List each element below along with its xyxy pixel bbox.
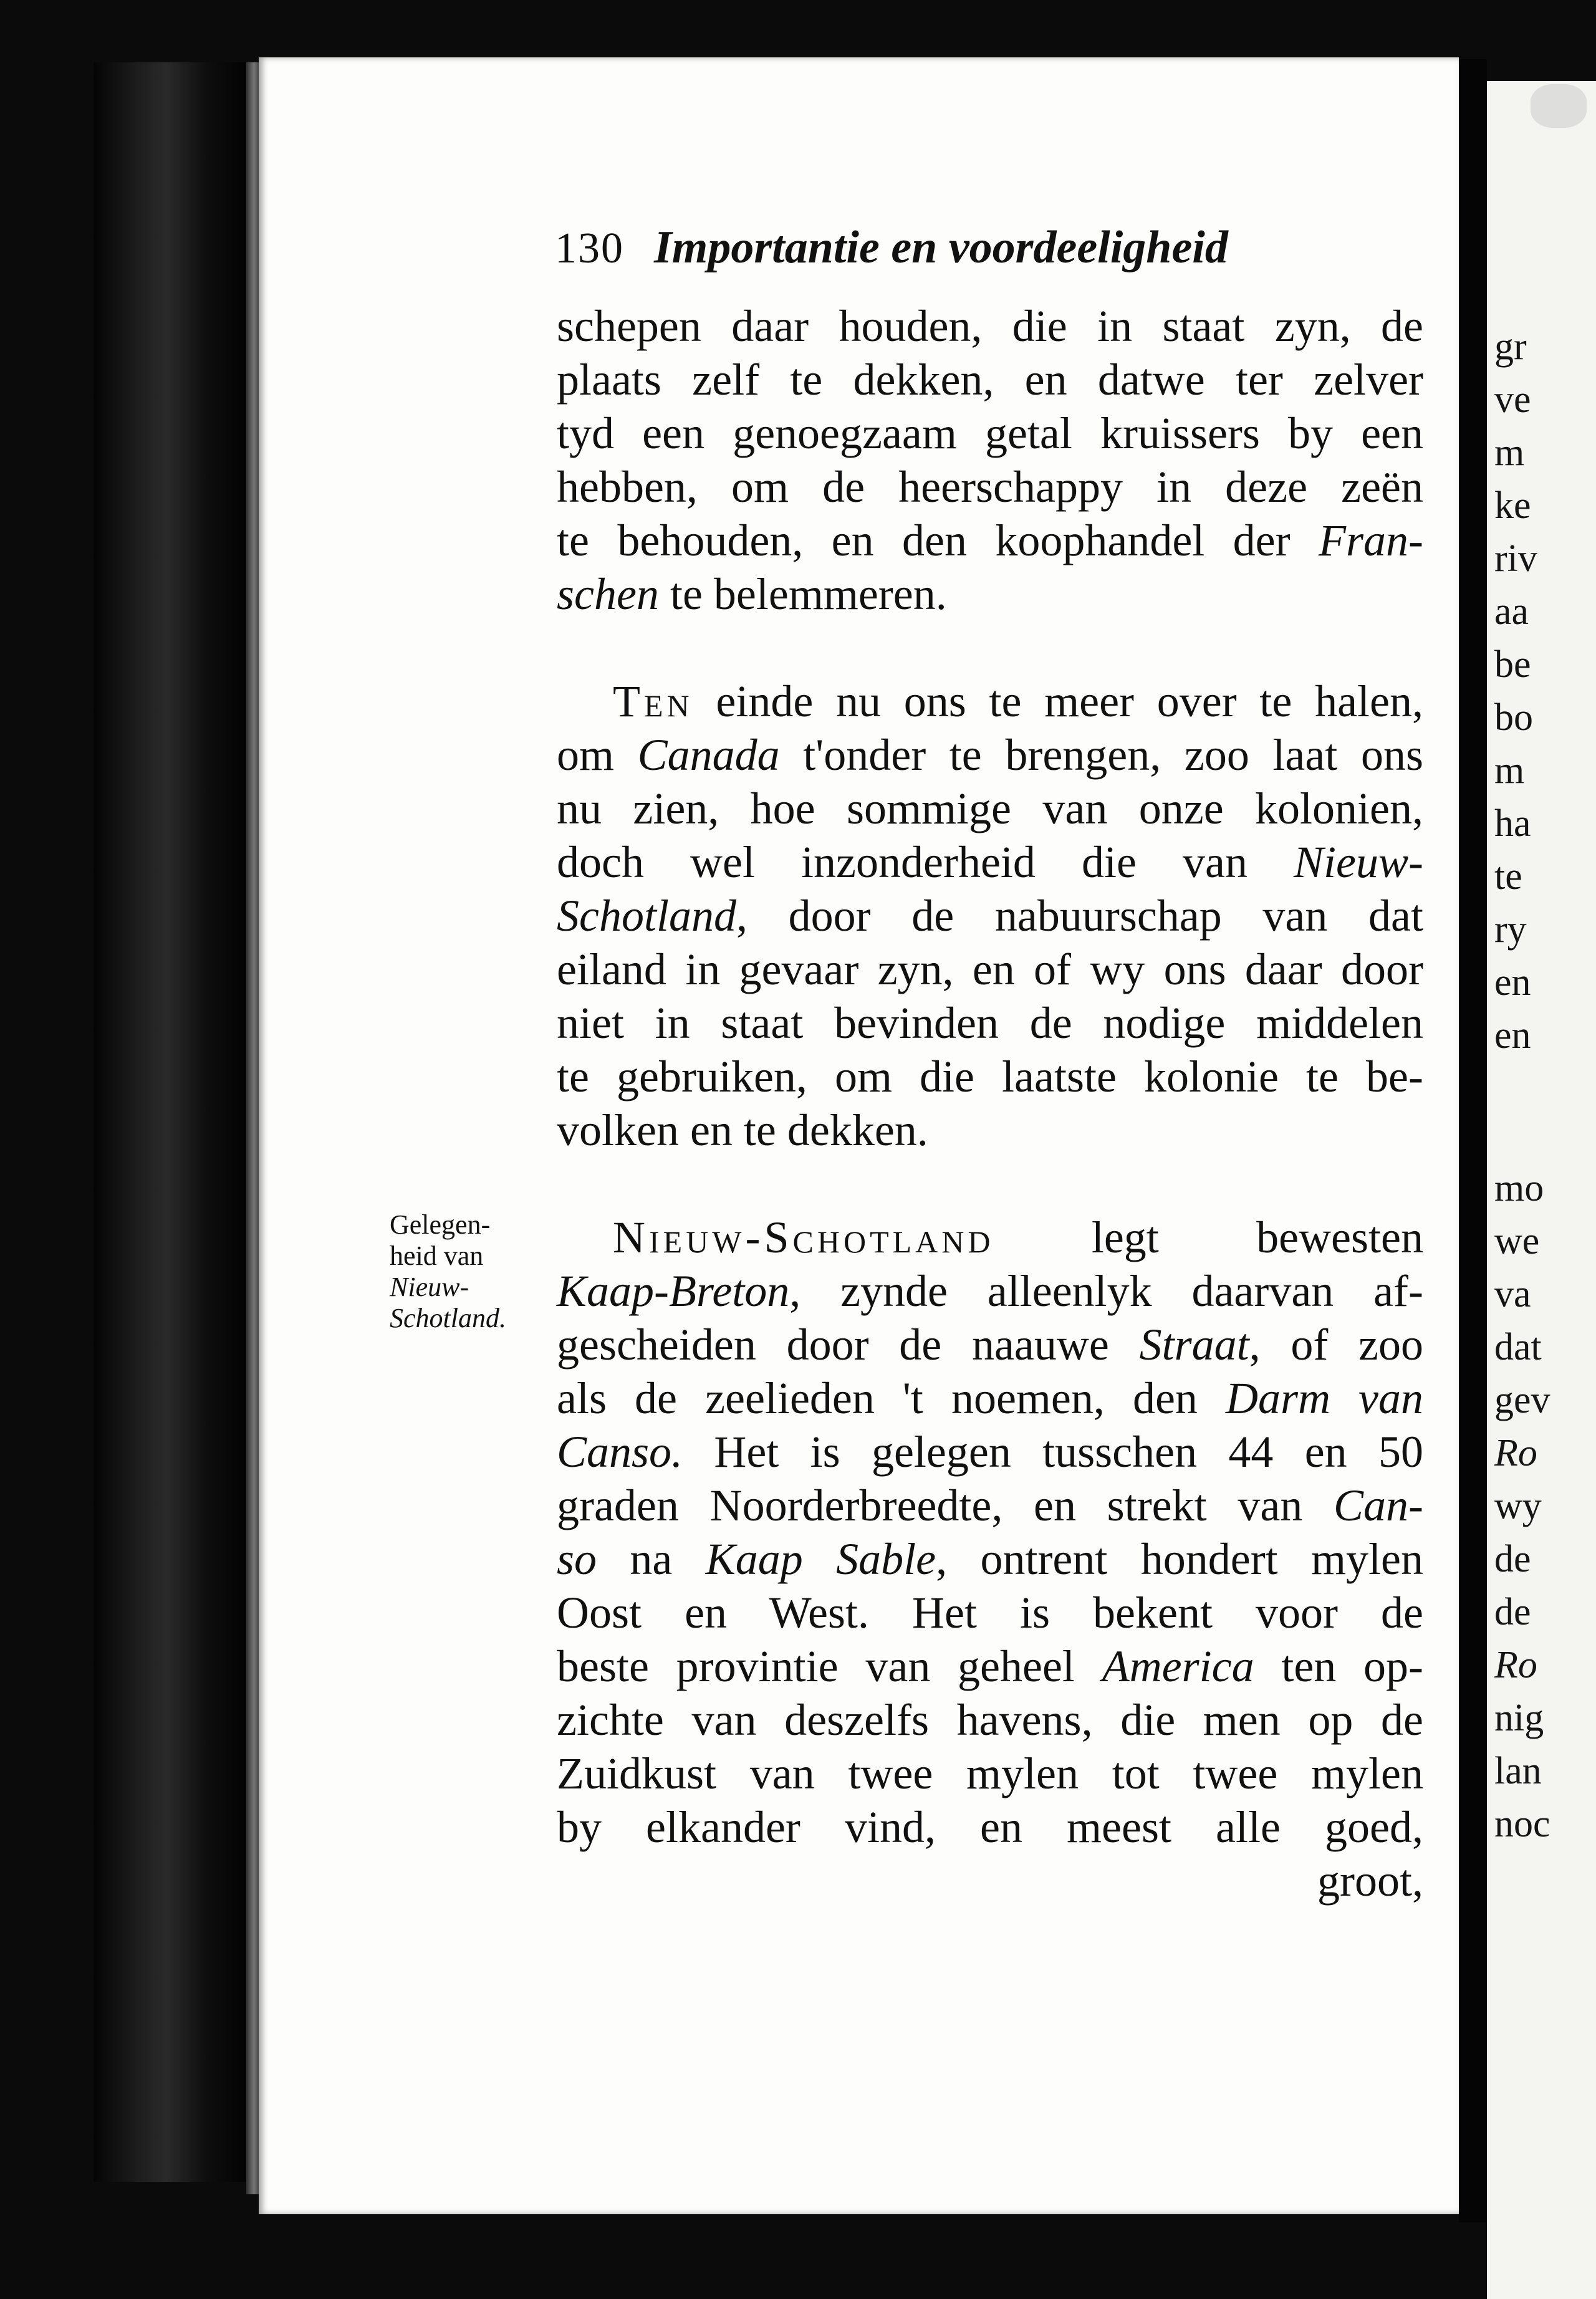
facing-page-fragment: Ro (1494, 1644, 1537, 1686)
text-line: schepen daar houden, die in staat zyn, de (557, 301, 1423, 351)
facing-page-fragment: de (1494, 1538, 1531, 1580)
facing-page-fragment: gev (1494, 1379, 1550, 1421)
facing-page-fragment: ry (1494, 908, 1527, 951)
margin-note-line: Gelegen- (390, 1209, 491, 1240)
text-line: hebben, om de heerschappy in deze zeën (557, 462, 1423, 512)
facing-page-fragment: te (1494, 855, 1522, 898)
text-line: gescheiden door de naauwe Straat, of zoo (557, 1320, 1424, 1370)
text-line: eiland in gevaar zyn, en of wy ons daar door (557, 944, 1423, 994)
text-line: om Canada t'onder te brengen, zoo laat ons (557, 730, 1423, 780)
facing-page (1487, 81, 1596, 2299)
text-line: als de zeelieden 't noemen, den Darm van (557, 1373, 1423, 1423)
facing-page-fragment: noc (1494, 1803, 1550, 1845)
text-line: graden Noorderbreedte, en strekt van Can- (557, 1481, 1423, 1530)
facing-page-fragment: riv (1494, 537, 1537, 580)
text-line: te gebruiken, om die laatste kolonie te be- (557, 1052, 1423, 1102)
facing-page-fragment: Ro (1494, 1432, 1537, 1474)
text-line: nu zien, hoe sommige van onze kolonien, (557, 784, 1423, 833)
text-line: Kaap-Breton, zynde alleenlyk daarvan af- (557, 1266, 1423, 1316)
running-header (555, 221, 1303, 277)
facing-page-fragment: we (1494, 1220, 1540, 1262)
facing-page-fragment: lan (1494, 1750, 1542, 1792)
text-line: volken en te dekken. (557, 1105, 928, 1155)
facing-page-fragment: aa (1494, 590, 1529, 633)
margin-note-line: Nieuw- (390, 1272, 469, 1302)
text-line: beste provintie van geheel America ten op- (557, 1641, 1424, 1691)
facing-page-fragment: va (1494, 1273, 1531, 1315)
facing-page-fragment: be (1494, 643, 1531, 686)
facing-page-fragment: en (1494, 1014, 1531, 1057)
facing-page-fragment: ha (1494, 802, 1531, 845)
book-gutter (1459, 59, 1487, 2222)
text-line: zichte van deszelfs havens, die men op de (557, 1695, 1423, 1745)
facing-page-fragment: gr (1494, 325, 1527, 368)
facing-page-fragment: ve (1494, 378, 1531, 421)
catchword: groot, (1317, 1856, 1423, 1906)
text-line: schen te belemmeren. (557, 569, 947, 619)
text-line: Oost en West. Het is bekent voor de (557, 1588, 1423, 1638)
text-line: doch wel inzonderheid die van Nieuw- (557, 837, 1423, 887)
text-line: Nieuw-Schotland legt bewesten (613, 1212, 1423, 1262)
text-line: by elkander vind, en meest alle goed, (557, 1802, 1423, 1852)
text-line: te behouden, en den koophandel der Fran- (557, 516, 1423, 565)
text-line: niet in staat bevinden de nodige middelen (557, 998, 1423, 1048)
running-title: Importantie en voordeeligheid (654, 222, 1228, 273)
text-line: so na Kaap Sable, ontrent hondert mylen (557, 1534, 1424, 1584)
page-number: 130 (555, 224, 624, 272)
facing-page-fragment: ke (1494, 484, 1531, 527)
margin-note (390, 1209, 542, 1334)
facing-page-fragment: dat (1494, 1326, 1542, 1368)
text-line: Schotland, door de nabuurschap van dat (557, 891, 1423, 941)
margin-note-line: Schotland. (390, 1303, 506, 1333)
facing-page-fragment: m (1494, 749, 1525, 792)
smudge-mark (1531, 84, 1587, 128)
facing-page-fragment: wy (1494, 1485, 1542, 1527)
facing-page-fragment: en (1494, 961, 1531, 1004)
text-line: tyd een genoegzaam getal kruissers by een (557, 408, 1423, 458)
facing-page-fragment: mo (1494, 1167, 1544, 1209)
margin-note-line: heid van (390, 1241, 484, 1271)
facing-page-fragment: nig (1494, 1697, 1544, 1739)
facing-page-fragment: de (1494, 1591, 1531, 1633)
book-spine (94, 62, 256, 2182)
facing-page-fragment: bo (1494, 696, 1533, 739)
text-line: plaats zelf te dekken, en datwe ter zelver (557, 355, 1423, 405)
facing-page-fragment: m (1494, 431, 1525, 474)
text-line: Canso. Het is gelegen tusschen 44 en 50 (557, 1427, 1423, 1477)
text-line: Zuidkust van twee mylen tot twee mylen (557, 1749, 1423, 1798)
body-text (557, 299, 1423, 1908)
text-line: Ten einde nu ons te meer over te halen, (613, 676, 1423, 726)
